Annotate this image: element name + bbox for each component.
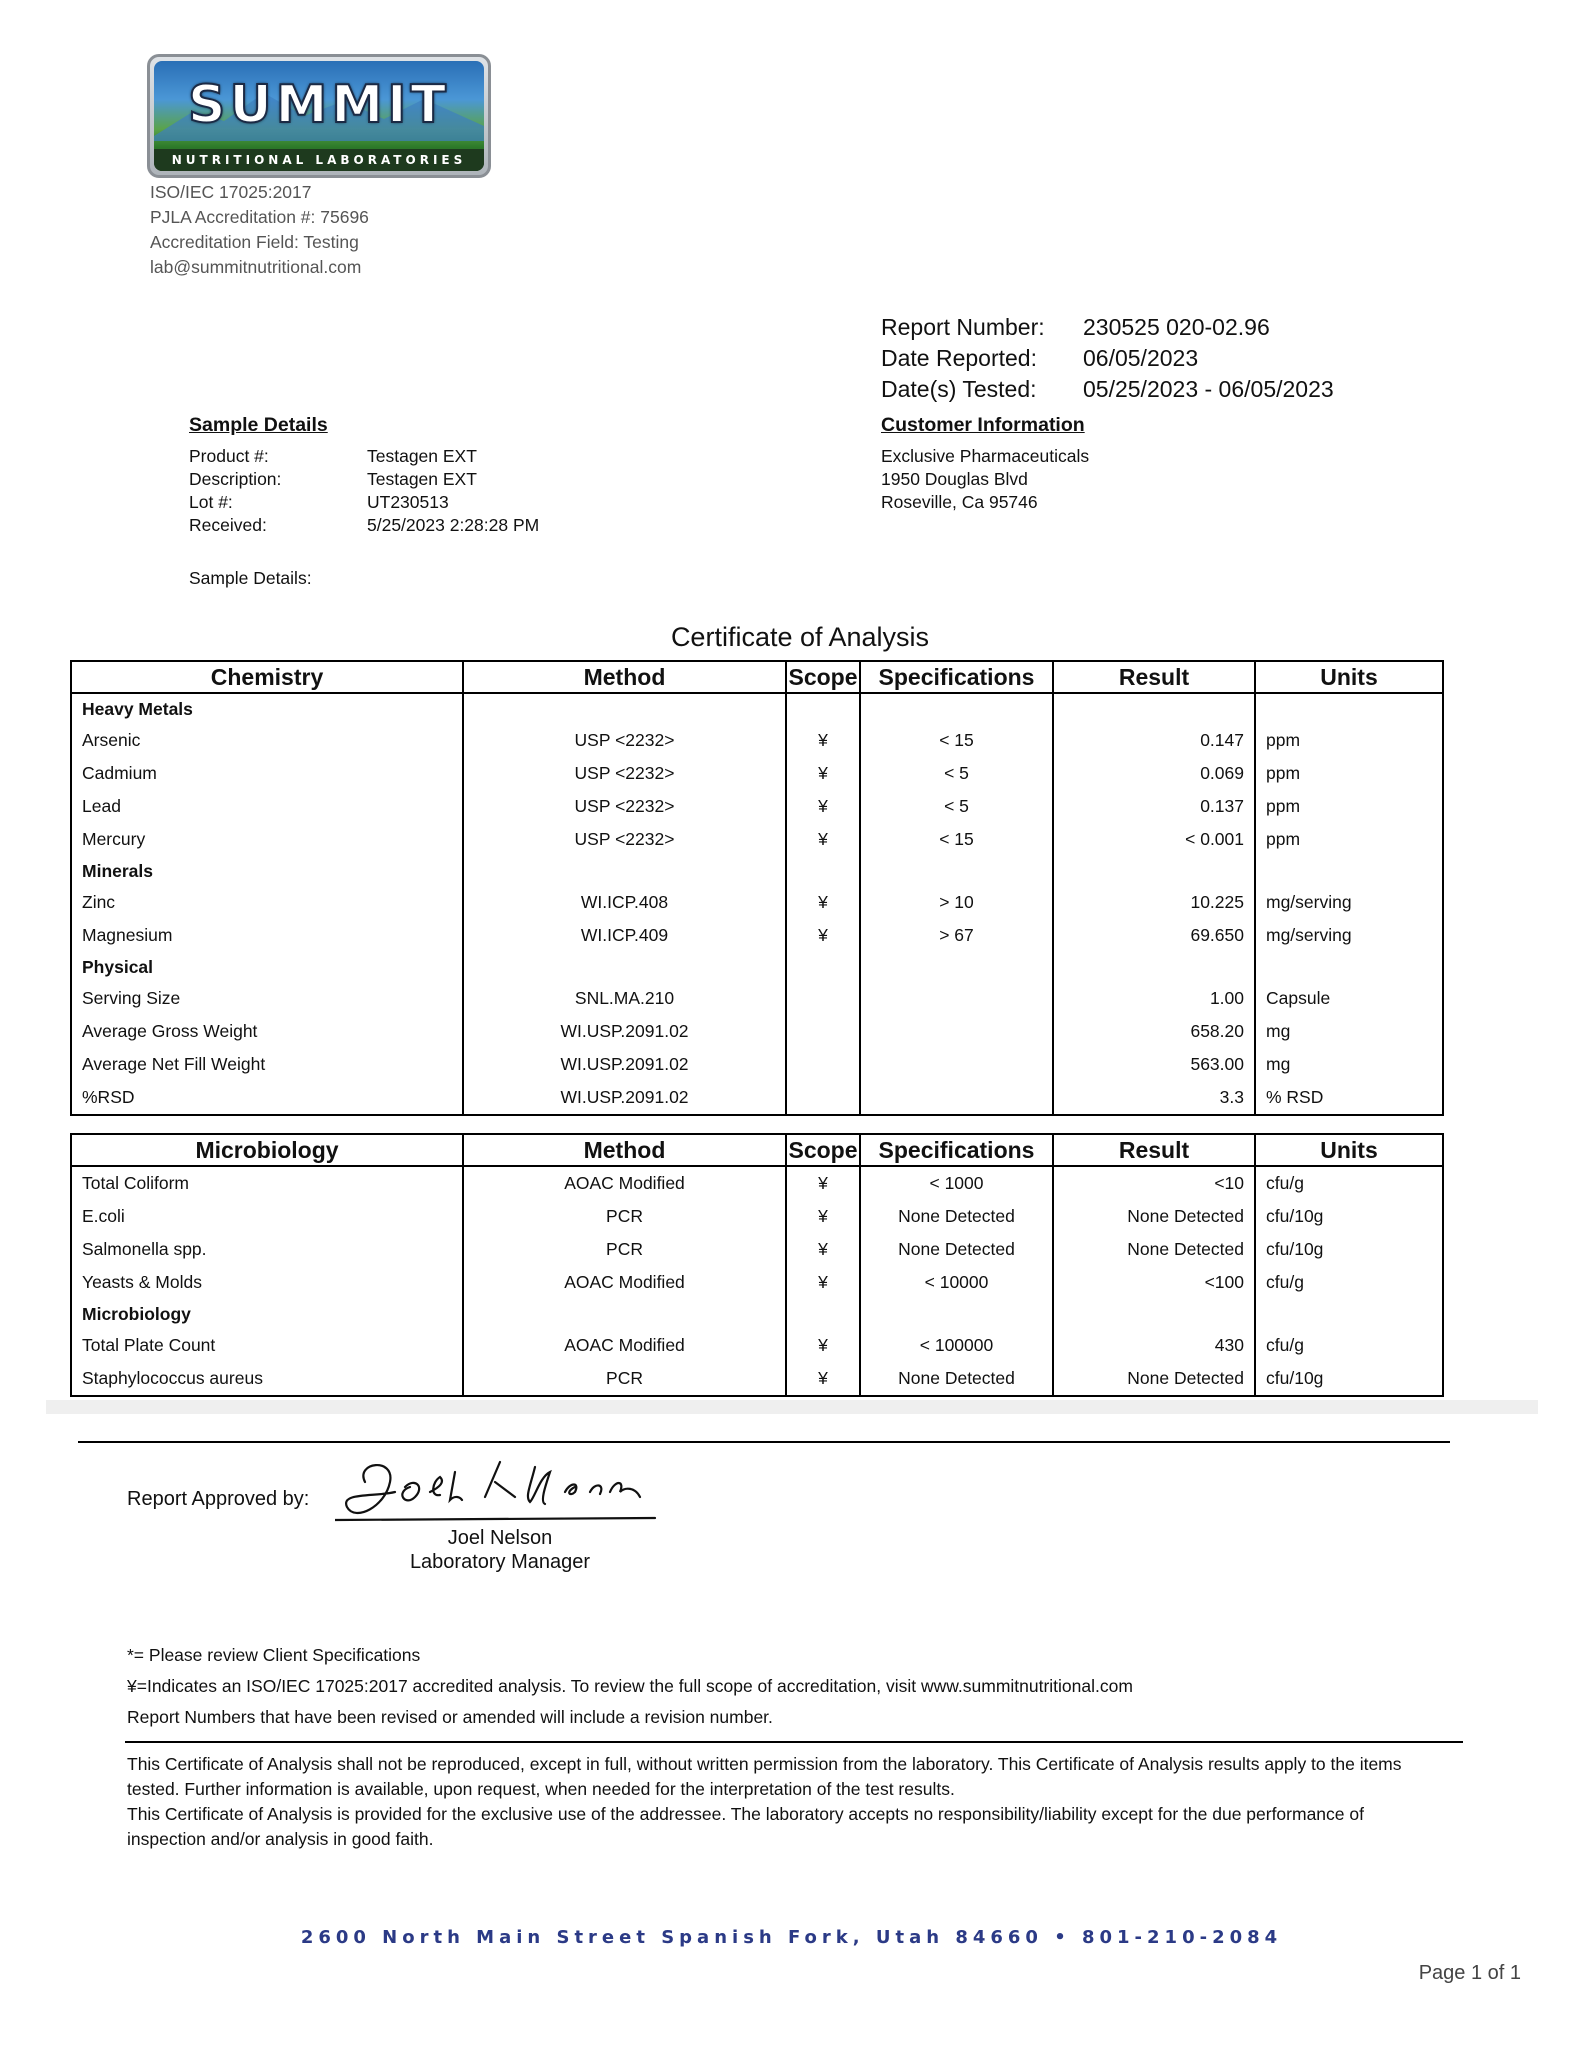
dates-tested-label: Date(s) Tested: bbox=[881, 376, 1037, 402]
units-cell: % RSD bbox=[1255, 1081, 1443, 1115]
table-row bbox=[71, 1048, 1443, 1081]
sample-detail-key: Description: bbox=[189, 469, 282, 489]
page-number: Page 1 of 1 bbox=[1418, 1962, 1521, 1984]
category-row bbox=[71, 952, 1443, 982]
scope-cell: ¥ bbox=[786, 790, 860, 823]
sample-detail-key: Received: bbox=[189, 515, 267, 535]
divider bbox=[125, 1741, 1463, 1743]
analyte-cell: Salmonella spp. bbox=[71, 1233, 463, 1266]
units-cell: ppm bbox=[1255, 823, 1443, 856]
signer-title: Laboratory Manager bbox=[409, 1551, 591, 1573]
logo-tagline: NUTRITIONAL LABORATORIES bbox=[154, 149, 484, 171]
empty-cell bbox=[1255, 1299, 1443, 1329]
empty-cell bbox=[860, 1299, 1053, 1329]
analyte-cell: Total Coliform bbox=[71, 1166, 463, 1200]
analyte-cell: Total Plate Count bbox=[71, 1329, 463, 1362]
result-cell: <10 bbox=[1053, 1166, 1255, 1200]
method-cell: USP <2232> bbox=[463, 724, 786, 757]
spec-cell: < 10000 bbox=[860, 1266, 1053, 1299]
result-cell: None Detected bbox=[1053, 1362, 1255, 1396]
table-row bbox=[71, 919, 1443, 952]
sample-details-grid bbox=[189, 445, 539, 537]
spec-cell: < 5 bbox=[860, 790, 1053, 823]
coa-title: Certificate of Analysis bbox=[670, 622, 930, 652]
units-cell: ppm bbox=[1255, 790, 1443, 823]
units-header: Units bbox=[1255, 1134, 1443, 1166]
scope-cell: ¥ bbox=[786, 919, 860, 952]
table-row bbox=[71, 982, 1443, 1015]
scope-cell: ¥ bbox=[786, 886, 860, 919]
method-cell: WI.USP.2091.02 bbox=[463, 1015, 786, 1048]
chemistry-table bbox=[70, 660, 1444, 1116]
customer-address: 1950 Douglas Blvd bbox=[881, 469, 1028, 489]
method-cell: WI.USP.2091.02 bbox=[463, 1081, 786, 1115]
empty-cell bbox=[786, 1299, 860, 1329]
category-row bbox=[71, 856, 1443, 886]
table-row bbox=[71, 724, 1443, 757]
method-cell: USP <2232> bbox=[463, 790, 786, 823]
analyte-cell: Cadmium bbox=[71, 757, 463, 790]
spec-cell: None Detected bbox=[860, 1200, 1053, 1233]
empty-cell bbox=[463, 856, 786, 886]
sample-detail-row bbox=[189, 468, 539, 491]
method-cell: USP <2232> bbox=[463, 823, 786, 856]
units-cell: ppm bbox=[1255, 724, 1443, 757]
sample-details-note: Sample Details: bbox=[189, 568, 312, 588]
result-header: Result bbox=[1053, 661, 1255, 693]
method-header: Method bbox=[463, 661, 786, 693]
scope-header: Scope bbox=[786, 661, 860, 693]
sample-details-title: Sample Details bbox=[189, 414, 328, 436]
result-cell: 3.3 bbox=[1053, 1081, 1255, 1115]
customer-name: Exclusive Pharmaceuticals bbox=[881, 446, 1090, 466]
scope-cell: ¥ bbox=[786, 1200, 860, 1233]
spec-cell: > 10 bbox=[860, 886, 1053, 919]
units-cell: cfu/g bbox=[1255, 1329, 1443, 1362]
method-header: Method bbox=[463, 1134, 786, 1166]
empty-cell bbox=[1053, 952, 1255, 982]
signature-image bbox=[335, 1452, 665, 1532]
spec-cell bbox=[860, 1081, 1053, 1115]
accreditation-line: Accreditation Field: Testing bbox=[150, 232, 359, 252]
specifications-header: Specifications bbox=[860, 1134, 1053, 1166]
lab-email: lab@summitnutritional.com bbox=[150, 257, 362, 277]
spec-cell: < 15 bbox=[860, 823, 1053, 856]
analyte-header: Microbiology bbox=[71, 1134, 463, 1166]
table-row bbox=[71, 1362, 1443, 1396]
customer-city: Roseville, Ca 95746 bbox=[881, 492, 1038, 512]
scope-cell bbox=[786, 1048, 860, 1081]
approved-by-label: Report Approved by: bbox=[127, 1488, 310, 1510]
table-row bbox=[71, 757, 1443, 790]
result-cell: 658.20 bbox=[1053, 1015, 1255, 1048]
notes bbox=[127, 1640, 1133, 1733]
category-label: Microbiology bbox=[71, 1299, 463, 1329]
scope-cell: ¥ bbox=[786, 1362, 860, 1396]
empty-cell bbox=[786, 952, 860, 982]
analyte-cell: Average Gross Weight bbox=[71, 1015, 463, 1048]
analyte-cell: Lead bbox=[71, 790, 463, 823]
empty-cell bbox=[786, 856, 860, 886]
units-cell: cfu/g bbox=[1255, 1266, 1443, 1299]
sample-detail-row bbox=[189, 491, 539, 514]
scope-header: Scope bbox=[786, 1134, 860, 1166]
analyte-header: Chemistry bbox=[71, 661, 463, 693]
units-cell: cfu/10g bbox=[1255, 1233, 1443, 1266]
sample-detail-value: Testagen EXT bbox=[367, 469, 477, 489]
analyte-cell: Magnesium bbox=[71, 919, 463, 952]
empty-cell bbox=[463, 693, 786, 724]
spec-cell: > 67 bbox=[860, 919, 1053, 952]
units-cell: Capsule bbox=[1255, 982, 1443, 1015]
accreditation-line: ISO/IEC 17025:2017 bbox=[150, 182, 312, 202]
specifications-header: Specifications bbox=[860, 661, 1053, 693]
spec-cell bbox=[860, 1015, 1053, 1048]
table-row bbox=[71, 1233, 1443, 1266]
spec-cell: < 100000 bbox=[860, 1329, 1053, 1362]
disclaimer-exclusive-use: This Certificate of Analysis is provided for the exclusive use of the addressee. The laboratory accepts no responsibility/liability except for the due performance of inspection and/or analysis in good faith. bbox=[127, 1804, 1364, 1849]
spec-cell bbox=[860, 1048, 1053, 1081]
analyte-cell: Serving Size bbox=[71, 982, 463, 1015]
units-cell: cfu/g bbox=[1255, 1166, 1443, 1200]
table-row bbox=[71, 1200, 1443, 1233]
date-reported: 06/05/2023 bbox=[1083, 345, 1199, 371]
customer-information-title: Customer Information bbox=[881, 414, 1085, 436]
analyte-cell: Average Net Fill Weight bbox=[71, 1048, 463, 1081]
empty-cell bbox=[860, 952, 1053, 982]
sample-detail-value: 5/25/2023 2:28:28 PM bbox=[367, 515, 540, 535]
table-row bbox=[71, 1166, 1443, 1200]
note-client-specs: *= Please review Client Specifications bbox=[127, 1645, 421, 1665]
sample-details bbox=[189, 414, 539, 537]
result-cell: 69.650 bbox=[1053, 919, 1255, 952]
report-number: 230525 020-02.96 bbox=[1083, 314, 1270, 340]
method-cell: WI.ICP.409 bbox=[463, 919, 786, 952]
scope-cell: ¥ bbox=[786, 1266, 860, 1299]
method-cell: WI.USP.2091.02 bbox=[463, 1048, 786, 1081]
empty-cell bbox=[1053, 693, 1255, 724]
analyte-cell: Yeasts & Molds bbox=[71, 1266, 463, 1299]
empty-cell bbox=[786, 693, 860, 724]
result-cell: 0.069 bbox=[1053, 757, 1255, 790]
result-cell: < 0.001 bbox=[1053, 823, 1255, 856]
signer-name: Joel Nelson bbox=[447, 1527, 553, 1549]
table-row bbox=[71, 886, 1443, 919]
analyte-cell: E.coli bbox=[71, 1200, 463, 1233]
note-accredited: ¥=Indicates an ISO/IEC 17025:2017 accredited analysis. To review the full scope of accreditation, visit www.summitnutritional.com bbox=[127, 1676, 1133, 1696]
category-label: Minerals bbox=[71, 856, 463, 886]
empty-cell bbox=[1053, 856, 1255, 886]
analyte-cell: Arsenic bbox=[71, 724, 463, 757]
units-cell: mg bbox=[1255, 1048, 1443, 1081]
note-revisions: Report Numbers that have been revised or amended will include a revision number. bbox=[127, 1707, 773, 1727]
method-cell: PCR bbox=[463, 1362, 786, 1396]
empty-cell bbox=[860, 693, 1053, 724]
analyte-cell: Staphylococcus aureus bbox=[71, 1362, 463, 1396]
analyte-cell: Zinc bbox=[71, 886, 463, 919]
scope-cell: ¥ bbox=[786, 1233, 860, 1266]
result-cell: 0.137 bbox=[1053, 790, 1255, 823]
scope-cell bbox=[786, 1081, 860, 1115]
table-row bbox=[71, 823, 1443, 856]
empty-cell bbox=[463, 952, 786, 982]
empty-cell bbox=[860, 856, 1053, 886]
report-number-label: Report Number: bbox=[881, 314, 1045, 340]
method-cell: USP <2232> bbox=[463, 757, 786, 790]
sample-detail-row bbox=[189, 514, 539, 537]
customer-information bbox=[881, 414, 1089, 514]
scope-cell bbox=[786, 982, 860, 1015]
accreditation-line: PJLA Accreditation #: 75696 bbox=[150, 207, 369, 227]
disclaimer bbox=[127, 1752, 1427, 1852]
analyte-cell: Mercury bbox=[71, 823, 463, 856]
table-row bbox=[71, 1329, 1443, 1362]
result-header: Result bbox=[1053, 1134, 1255, 1166]
dates-tested: 05/25/2023 - 06/05/2023 bbox=[1083, 376, 1334, 402]
empty-cell bbox=[1053, 1299, 1255, 1329]
spec-cell: None Detected bbox=[860, 1233, 1053, 1266]
result-cell: 1.00 bbox=[1053, 982, 1255, 1015]
category-label: Physical bbox=[71, 952, 463, 982]
method-cell: WI.ICP.408 bbox=[463, 886, 786, 919]
spec-cell: < 5 bbox=[860, 757, 1053, 790]
scope-cell: ¥ bbox=[786, 1166, 860, 1200]
report-meta bbox=[881, 312, 1334, 405]
result-cell: None Detected bbox=[1053, 1200, 1255, 1233]
spec-cell bbox=[860, 982, 1053, 1015]
date-reported-label: Date Reported: bbox=[881, 345, 1037, 371]
logo-wordmark: SUMMIT bbox=[188, 75, 450, 135]
microbiology-table bbox=[70, 1133, 1444, 1397]
table-row bbox=[71, 1081, 1443, 1115]
scope-cell: ¥ bbox=[786, 1329, 860, 1362]
units-cell: cfu/10g bbox=[1255, 1362, 1443, 1396]
units-cell: mg bbox=[1255, 1015, 1443, 1048]
units-cell: ppm bbox=[1255, 757, 1443, 790]
sample-detail-key: Lot #: bbox=[189, 492, 233, 512]
result-cell: 563.00 bbox=[1053, 1048, 1255, 1081]
sample-detail-row bbox=[189, 445, 539, 468]
summit-logo bbox=[147, 54, 491, 178]
footer-address: 2600 North Main Street Spanish Fork, Utah 84660 • 801-210-2084 bbox=[300, 1927, 1283, 1948]
spec-cell: < 15 bbox=[860, 724, 1053, 757]
result-cell: None Detected bbox=[1053, 1233, 1255, 1266]
scope-cell bbox=[786, 1015, 860, 1048]
method-cell: AOAC Modified bbox=[463, 1166, 786, 1200]
method-cell: AOAC Modified bbox=[463, 1266, 786, 1299]
spec-cell: None Detected bbox=[860, 1362, 1053, 1396]
separator-band bbox=[46, 1400, 1538, 1414]
signer bbox=[380, 1526, 620, 1574]
table-row bbox=[71, 790, 1443, 823]
table-row bbox=[71, 1266, 1443, 1299]
units-cell: mg/serving bbox=[1255, 919, 1443, 952]
method-cell: PCR bbox=[463, 1233, 786, 1266]
result-cell: 430 bbox=[1053, 1329, 1255, 1362]
divider bbox=[78, 1441, 1450, 1443]
result-cell: 10.225 bbox=[1053, 886, 1255, 919]
table-row bbox=[71, 1015, 1443, 1048]
sample-detail-key: Product #: bbox=[189, 446, 269, 466]
units-header: Units bbox=[1255, 661, 1443, 693]
category-row bbox=[71, 693, 1443, 724]
result-cell: <100 bbox=[1053, 1266, 1255, 1299]
scope-cell: ¥ bbox=[786, 823, 860, 856]
analyte-cell: %RSD bbox=[71, 1081, 463, 1115]
empty-cell bbox=[463, 1299, 786, 1329]
spec-cell: < 1000 bbox=[860, 1166, 1053, 1200]
scope-cell: ¥ bbox=[786, 724, 860, 757]
empty-cell bbox=[1255, 693, 1443, 724]
sample-detail-value: Testagen EXT bbox=[367, 446, 477, 466]
empty-cell bbox=[1255, 856, 1443, 886]
category-row bbox=[71, 1299, 1443, 1329]
empty-cell bbox=[1255, 952, 1443, 982]
sample-detail-value: UT230513 bbox=[367, 492, 449, 512]
accreditation-info bbox=[150, 180, 369, 280]
units-cell: cfu/10g bbox=[1255, 1200, 1443, 1233]
units-cell: mg/serving bbox=[1255, 886, 1443, 919]
method-cell: PCR bbox=[463, 1200, 786, 1233]
method-cell: AOAC Modified bbox=[463, 1329, 786, 1362]
category-label: Heavy Metals bbox=[71, 693, 463, 724]
scope-cell: ¥ bbox=[786, 757, 860, 790]
method-cell: SNL.MA.210 bbox=[463, 982, 786, 1015]
result-cell: 0.147 bbox=[1053, 724, 1255, 757]
disclaimer-reproduction: This Certificate of Analysis shall not be reproduced, except in full, without written permission from the laboratory. This Certificate of Analysis results apply to the items tested. Further information is available, upon request, when needed for the interpretation of the test results. bbox=[127, 1754, 1402, 1799]
